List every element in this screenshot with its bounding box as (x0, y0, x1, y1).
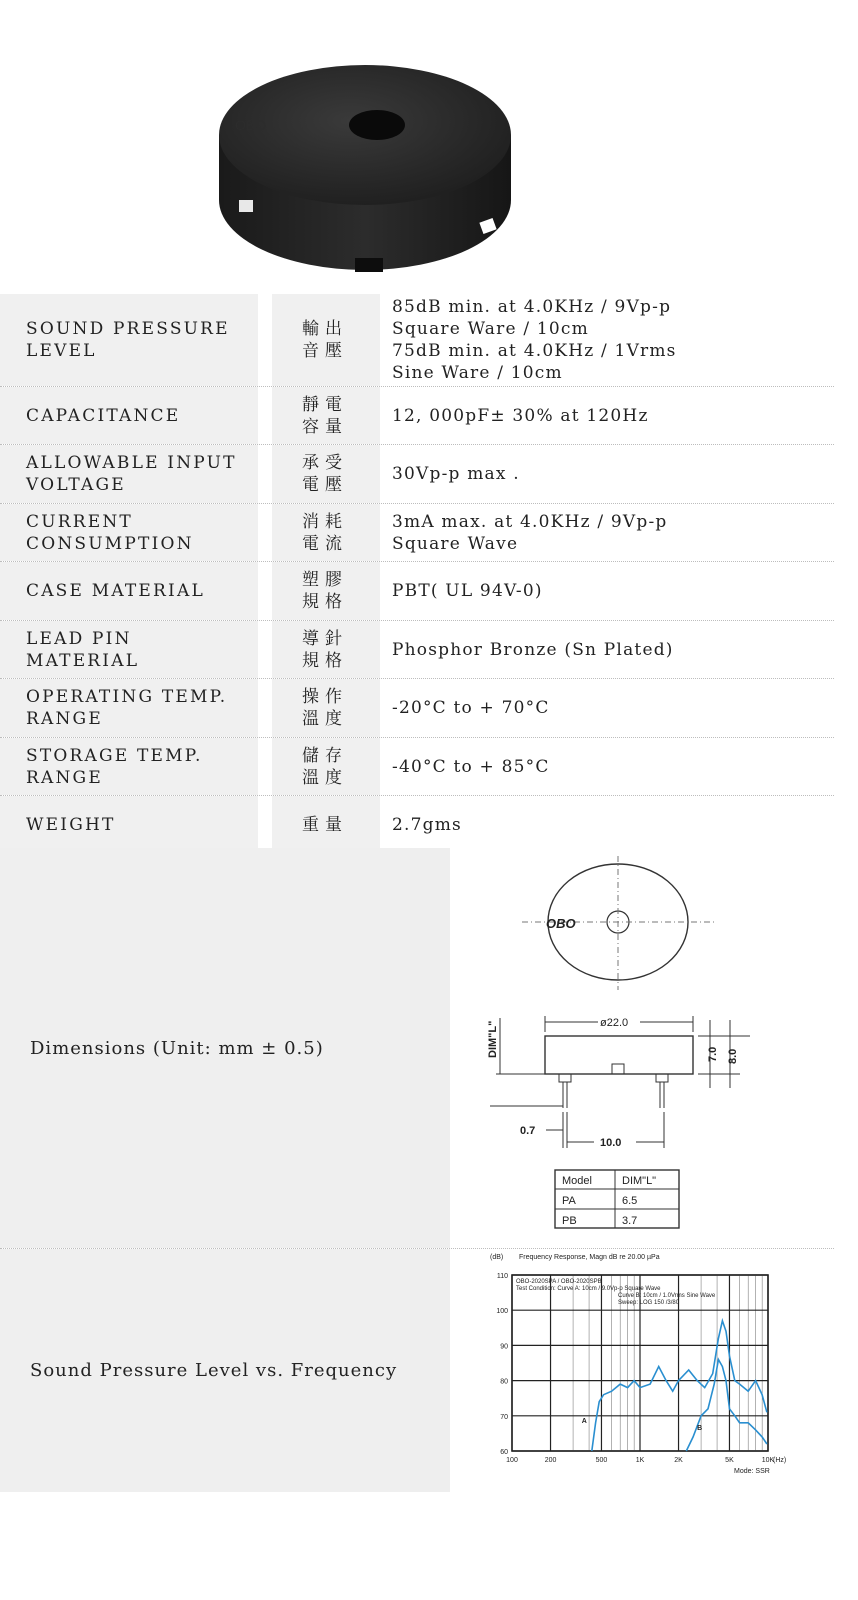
curve-label-a: A (581, 1417, 587, 1425)
y-tick-label: 100 (496, 1308, 508, 1316)
spec-name: LEAD PIN MATERIAL (0, 621, 258, 678)
y-tick-label: 60 (500, 1449, 508, 1456)
frequency-response-chart (450, 1249, 834, 1492)
y-axis-label: (dB) (490, 1254, 504, 1261)
spec-value: 30Vp-p max . (380, 445, 834, 503)
pin-spacing-label: 10.0 (600, 1137, 622, 1149)
spec-value: 85dB min. at 4.0KHz / 9Vp-p Square Ware / 10cm 75dB min. at 4.0KHz / 1Vrms Sine Ware / 10cm (380, 294, 834, 386)
spec-name: WEIGHT (0, 796, 258, 853)
x-tick-label: 5K (725, 1457, 734, 1464)
spec-value: Phosphor Bronze (Sn Plated) (380, 621, 834, 678)
chart-title: Frequency Response, Magn dB re 20.00 µPa (519, 1254, 660, 1261)
chart-note: Test Condition: Curve A: 10cm / 9.0Vp-p Square Wave (516, 1286, 661, 1292)
spec-name: SOUND PRESSURE LEVEL (0, 294, 258, 386)
dimensions-label: Dimensions (Unit: mm ± 0.5) (0, 848, 410, 1248)
x-tick-label: 100 (506, 1457, 518, 1464)
x-tick-label: 500 (595, 1457, 608, 1464)
spec-row (0, 621, 834, 679)
spec-name: STORAGE TEMP. RANGE (0, 738, 258, 795)
x-axis-label: (Hz) (773, 1457, 787, 1464)
model-table-cell: 3.7 (622, 1215, 638, 1227)
height-inner-label: 7.0 (707, 1046, 719, 1062)
spec-row (0, 387, 834, 445)
y-tick-label: 80 (500, 1378, 508, 1386)
spec-row (0, 679, 834, 738)
dimension-drawing (450, 848, 834, 1248)
model-table-cell: PA (562, 1195, 576, 1207)
y-tick-label: 70 (500, 1413, 508, 1421)
diameter-label: ø22.0 (600, 1017, 629, 1029)
spec-chinese-name: 輸出音壓 (272, 294, 380, 386)
model-table-cell: PB (562, 1215, 577, 1227)
chart-note: OBO-2020SPA / OBO-2020SPB (516, 1279, 602, 1285)
spec-name: CURRENT CONSUMPTION (0, 504, 258, 561)
spec-name: CASE MATERIAL (0, 562, 258, 620)
chart-footer: Mode: SSR (734, 1468, 770, 1475)
dim-l-label: DIM"L" (487, 1020, 499, 1058)
spec-value: 2.7gms (380, 796, 834, 853)
x-tick-label: 10K (761, 1457, 775, 1464)
obo-logo-text: OBO (546, 916, 576, 931)
spec-name: ALLOWABLE INPUT VOLTAGE (0, 445, 258, 503)
spec-row (0, 796, 834, 854)
spec-value: -40°C to + 85°C (380, 738, 834, 795)
spec-value: PBT( UL 94V-0) (380, 562, 834, 620)
chart-note: Curve B: 10cm / 1.0Vrms Sine Wave (618, 1293, 716, 1299)
pin-width-label: 0.7 (520, 1125, 536, 1137)
frequency-label: Sound Pressure Level vs. Frequency (0, 1249, 410, 1492)
spec-value: 12, 000pF± 30% at 120Hz (380, 387, 834, 444)
spec-chinese-name: 儲存溫度 (272, 738, 380, 795)
spec-chinese-name: 操作溫度 (272, 679, 380, 737)
svg-text:OBO: OBO (235, 117, 267, 133)
series-line-b (686, 1360, 767, 1452)
spec-name: CAPACITANCE (0, 387, 258, 444)
frequency-row (0, 1249, 834, 1492)
spec-row (0, 562, 834, 621)
dimensions-row (0, 848, 834, 1249)
spec-chinese-name: 重量 (272, 796, 380, 853)
spec-chinese-name: 承受電壓 (272, 445, 380, 503)
spec-chinese-name: 消耗電流 (272, 504, 380, 561)
spec-chinese-name: 靜電容量 (272, 387, 380, 444)
spec-chinese-name: 導針規格 (272, 621, 380, 678)
spec-table (0, 294, 834, 854)
curve-label-b: B (697, 1424, 703, 1432)
spec-value: 3mA max. at 4.0KHz / 9Vp-p Square Wave (380, 504, 834, 561)
x-tick-label: 2K (674, 1457, 683, 1464)
y-tick-label: 90 (500, 1343, 508, 1351)
model-table-cell: 6.5 (622, 1195, 638, 1207)
y-tick-label: 110 (496, 1273, 508, 1280)
spec-row (0, 504, 834, 562)
x-tick-label: 1K (635, 1457, 645, 1464)
model-table-header-diml: DIM"L" (622, 1175, 657, 1187)
spec-row (0, 738, 834, 796)
spec-row (0, 445, 834, 504)
series-line-a (592, 1321, 767, 1451)
chart-note: Sweep: LOG 150 /3/80 (618, 1300, 680, 1306)
spec-value: -20°C to + 70°C (380, 679, 834, 737)
height-outer-label: 8.0 (727, 1048, 739, 1064)
model-table-header-model: Model (562, 1175, 592, 1187)
product-photo (215, 50, 515, 280)
spec-name: OPERATING TEMP. RANGE (0, 679, 258, 737)
x-tick-label: 200 (544, 1457, 557, 1464)
spec-chinese-name: 塑膠規格 (272, 562, 380, 620)
spec-row (0, 294, 834, 387)
